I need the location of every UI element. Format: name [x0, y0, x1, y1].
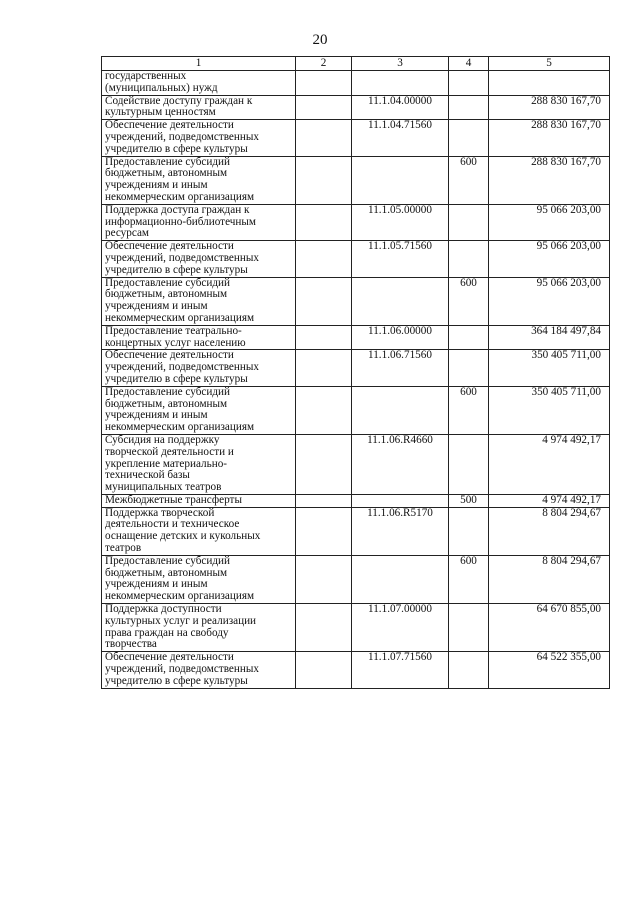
table-row [102, 555, 610, 603]
row-expense-type [449, 120, 489, 156]
row-name: Предоставление субсидий бюджетным, автономным учреждениям и иным некоммерческим организациям [102, 386, 296, 434]
row-name: государственных (муниципальных) нужд [102, 71, 296, 96]
row-amount: 350 405 711,00 [489, 350, 610, 386]
row-code: 11.1.05.00000 [352, 204, 449, 240]
row-expense-type [449, 325, 489, 350]
page-number: 20 [312, 32, 328, 48]
row-amount: 95 066 203,00 [489, 204, 610, 240]
header-col-2: 2 [296, 57, 352, 71]
row-amount: 350 405 711,00 [489, 386, 610, 434]
row-col2 [296, 604, 352, 652]
row-expense-type [449, 95, 489, 120]
row-code: 11.1.07.71560 [352, 652, 449, 688]
row-col2 [296, 434, 352, 494]
row-col2 [296, 277, 352, 325]
row-amount: 4 974 492,17 [489, 494, 610, 507]
row-expense-type: 600 [449, 386, 489, 434]
table-row [102, 120, 610, 156]
row-expense-type [449, 652, 489, 688]
row-amount: 4 974 492,17 [489, 434, 610, 494]
row-col2 [296, 494, 352, 507]
table-body [102, 71, 610, 689]
row-name: Содействие доступу граждан к культурным ценностям [102, 95, 296, 120]
row-name: Поддержка доступа граждан к информационно-библиотечным ресурсам [102, 204, 296, 240]
row-name: Предоставление субсидий бюджетным, автономным учреждениям и иным некоммерческим организациям [102, 277, 296, 325]
row-amount: 288 830 167,70 [489, 95, 610, 120]
table-row [102, 434, 610, 494]
row-col2 [296, 156, 352, 204]
row-name: Обеспечение деятельности учреждений, подведомственных учредителю в сфере культуры [102, 241, 296, 277]
table-row [102, 604, 610, 652]
row-code [352, 386, 449, 434]
row-name: Межбюджетные трансферты [102, 494, 296, 507]
table-row [102, 71, 610, 96]
row-col2 [296, 120, 352, 156]
row-expense-type: 600 [449, 555, 489, 603]
row-col2 [296, 95, 352, 120]
row-name: Предоставление театрально- концертных услуг населению [102, 325, 296, 350]
row-amount [489, 71, 610, 96]
row-col2 [296, 652, 352, 688]
row-code: 11.1.06.71560 [352, 350, 449, 386]
row-name: Предоставление субсидий бюджетным, автономным учреждениям и иным некоммерческим организациям [102, 555, 296, 603]
row-name: Обеспечение деятельности учреждений, подведомственных учредителю в сфере культуры [102, 350, 296, 386]
row-name: Поддержка творческой деятельности и техническое оснащение детских и кукольных театров [102, 507, 296, 555]
table-row [102, 386, 610, 434]
row-name: Обеспечение деятельности учреждений, подведомственных учредителю в сфере культуры [102, 120, 296, 156]
row-amount: 8 804 294,67 [489, 555, 610, 603]
row-col2 [296, 204, 352, 240]
row-expense-type [449, 604, 489, 652]
table-row [102, 652, 610, 688]
row-col2 [296, 507, 352, 555]
row-expense-type [449, 241, 489, 277]
row-amount: 64 670 855,00 [489, 604, 610, 652]
row-code [352, 494, 449, 507]
row-expense-type [449, 434, 489, 494]
header-col-1: 1 [102, 57, 296, 71]
row-expense-type [449, 350, 489, 386]
row-col2 [296, 350, 352, 386]
table-row [102, 325, 610, 350]
row-amount: 288 830 167,70 [489, 156, 610, 204]
row-col2 [296, 241, 352, 277]
row-col2 [296, 386, 352, 434]
row-amount: 8 804 294,67 [489, 507, 610, 555]
row-col2 [296, 555, 352, 603]
table-row [102, 156, 610, 204]
row-amount: 288 830 167,70 [489, 120, 610, 156]
row-col2 [296, 325, 352, 350]
row-name: Поддержка доступности культурных услуг и реализации права граждан на свободу творчества [102, 604, 296, 652]
row-code [352, 156, 449, 204]
table-row [102, 95, 610, 120]
row-name: Субсидия на поддержку творческой деятельности и укрепление материально- технической базы муниципальных театров [102, 434, 296, 494]
row-code: 11.1.06.R5170 [352, 507, 449, 555]
budget-table [101, 56, 610, 689]
row-amount: 64 522 355,00 [489, 652, 610, 688]
row-expense-type [449, 507, 489, 555]
row-code: 11.1.04.71560 [352, 120, 449, 156]
row-code [352, 555, 449, 603]
header-col-5: 5 [489, 57, 610, 71]
table-row [102, 241, 610, 277]
table-row [102, 494, 610, 507]
row-expense-type: 500 [449, 494, 489, 507]
header-col-3: 3 [352, 57, 449, 71]
row-code: 11.1.06.R4660 [352, 434, 449, 494]
header-row [102, 57, 610, 71]
row-code [352, 277, 449, 325]
row-expense-type [449, 204, 489, 240]
table-row [102, 507, 610, 555]
table-row [102, 277, 610, 325]
row-code: 11.1.07.00000 [352, 604, 449, 652]
row-expense-type: 600 [449, 277, 489, 325]
row-amount: 364 184 497,84 [489, 325, 610, 350]
row-code: 11.1.04.00000 [352, 95, 449, 120]
table-row [102, 350, 610, 386]
row-expense-type [449, 71, 489, 96]
header-col-4: 4 [449, 57, 489, 71]
row-code: 11.1.05.71560 [352, 241, 449, 277]
row-expense-type: 600 [449, 156, 489, 204]
row-amount: 95 066 203,00 [489, 241, 610, 277]
row-col2 [296, 71, 352, 96]
row-amount: 95 066 203,00 [489, 277, 610, 325]
row-name: Предоставление субсидий бюджетным, автономным учреждениям и иным некоммерческим организациям [102, 156, 296, 204]
row-name: Обеспечение деятельности учреждений, подведомственных учредителю в сфере культуры [102, 652, 296, 688]
table-row [102, 204, 610, 240]
row-code: 11.1.06.00000 [352, 325, 449, 350]
row-code [352, 71, 449, 96]
